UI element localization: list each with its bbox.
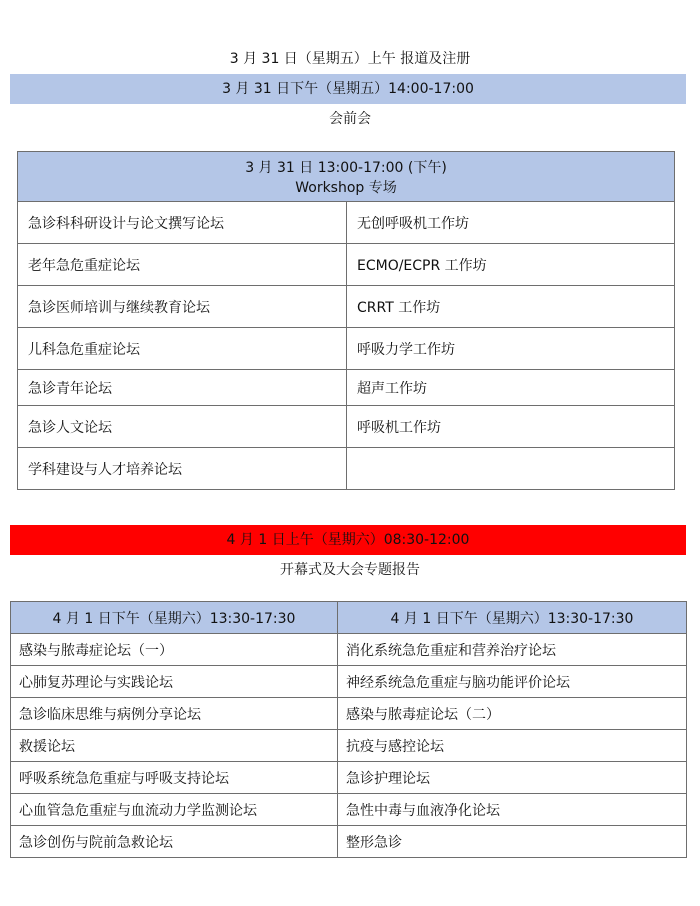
workshop-forum-cell: 急诊青年论坛	[18, 370, 347, 406]
day2-morning-band: 4 月 1 日上午（星期六）08:30-12:00	[10, 525, 686, 555]
opening-ceremony-title: 开幕式及大会专题报告	[280, 562, 420, 578]
day1-afternoon-band: 3 月 31 日下午（星期五）14:00-17:00	[10, 74, 686, 104]
workshop-forum-cell: 老年急危重症论坛	[18, 244, 347, 286]
table-row	[18, 328, 675, 370]
forum-cell: 神经系统急危重症与脑功能评价论坛	[338, 666, 687, 698]
afternoon-header-left: 4 月 1 日下午（星期六）13:30-17:30	[11, 602, 338, 634]
workshop-session-cell: 超声工作坊	[347, 370, 675, 406]
workshop-session-cell: CRRT 工作坊	[347, 286, 675, 328]
workshop-session-cell: 无创呼吸机工作坊	[347, 202, 675, 244]
day1-morning-line: 3 月 31 日（星期五）上午 报道及注册	[229, 51, 471, 67]
forum-cell: 心血管急危重症与血流动力学监测论坛	[11, 794, 338, 826]
table-row	[18, 286, 675, 328]
table-row	[18, 370, 675, 406]
table-row	[11, 762, 687, 794]
forum-cell: 急诊护理论坛	[338, 762, 687, 794]
forum-cell: 消化系统急危重症和营养治疗论坛	[338, 634, 687, 666]
afternoon-header-right: 4 月 1 日下午（星期六）13:30-17:30	[338, 602, 687, 634]
workshop-session-cell: ECMO/ECPR 工作坊	[347, 244, 675, 286]
table-row	[18, 448, 675, 490]
forum-cell: 整形急诊	[338, 826, 687, 858]
forum-cell: 呼吸系统急危重症与呼吸支持论坛	[11, 762, 338, 794]
workshop-forum-cell: 儿科急危重症论坛	[18, 328, 347, 370]
forum-cell: 急诊创伤与院前急救论坛	[11, 826, 338, 858]
afternoon-forums-table	[10, 601, 687, 858]
forum-cell: 心肺复苏理论与实践论坛	[11, 666, 338, 698]
workshop-table	[17, 151, 675, 490]
forum-cell: 感染与脓毒症论坛（一）	[11, 634, 338, 666]
workshop-session-cell: 呼吸力学工作坊	[347, 328, 675, 370]
workshop-header	[18, 152, 675, 202]
workshop-header-title: Workshop 专场	[295, 179, 397, 196]
forum-cell: 急诊临床思维与病例分享论坛	[11, 698, 338, 730]
table-row	[11, 698, 687, 730]
workshop-forum-cell: 急诊科科研设计与论文撰写论坛	[18, 202, 347, 244]
table-row	[11, 730, 687, 762]
workshop-forum-cell: 学科建设与人才培养论坛	[18, 448, 347, 490]
table-row	[18, 202, 675, 244]
workshop-forum-cell: 急诊医师培训与继续教育论坛	[18, 286, 347, 328]
forum-cell: 感染与脓毒症论坛（二）	[338, 698, 687, 730]
forum-cell: 急性中毒与血液净化论坛	[338, 794, 687, 826]
workshop-header-date: 3 月 31 日 13:00-17:00 (下午)	[245, 159, 447, 176]
table-row	[11, 826, 687, 858]
workshop-session-cell: 呼吸机工作坊	[347, 406, 675, 448]
table-row	[11, 794, 687, 826]
forum-cell: 救援论坛	[11, 730, 338, 762]
table-row	[11, 666, 687, 698]
pre-conference-title: 会前会	[329, 111, 371, 127]
table-row	[18, 244, 675, 286]
forum-cell: 抗疫与感控论坛	[338, 730, 687, 762]
workshop-session-cell	[347, 448, 675, 490]
table-row	[18, 406, 675, 448]
table-row	[11, 634, 687, 666]
workshop-forum-cell: 急诊人文论坛	[18, 406, 347, 448]
